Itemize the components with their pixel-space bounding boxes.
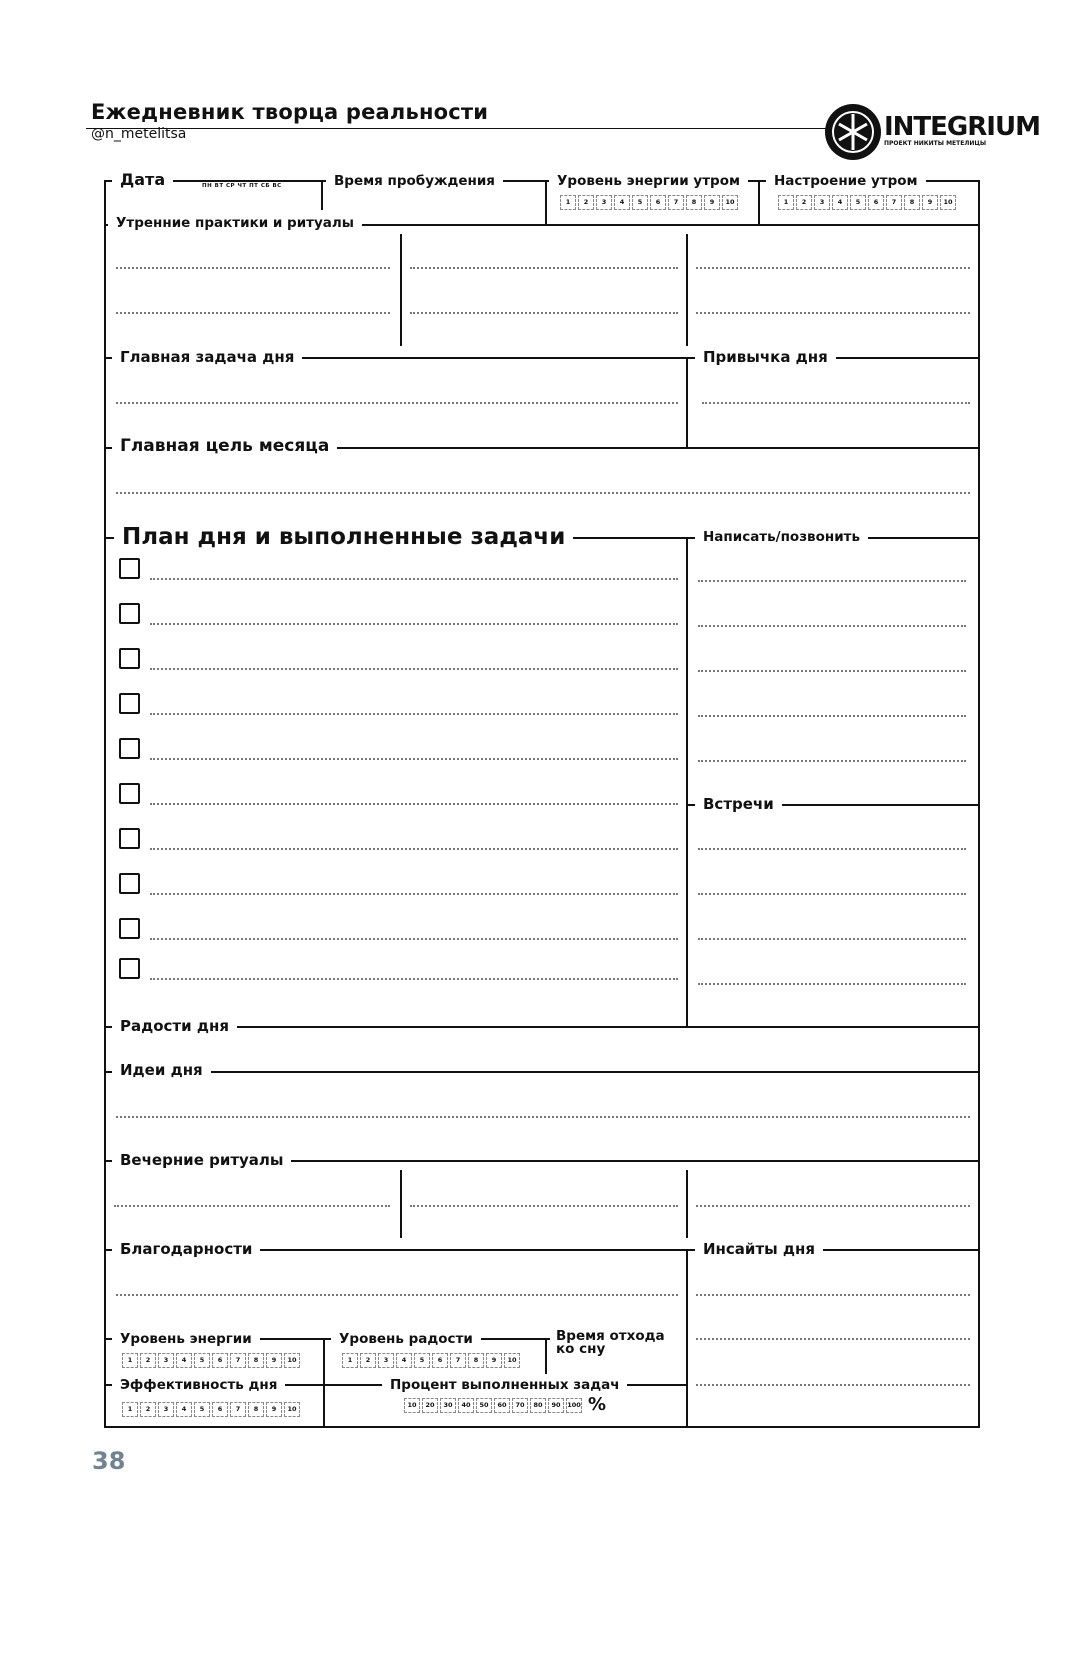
write-line[interactable]	[116, 1116, 970, 1118]
scale-cell[interactable]: 8	[248, 1353, 264, 1368]
task-line[interactable]	[150, 848, 678, 850]
divider	[686, 234, 688, 346]
header-rule	[86, 128, 836, 129]
divider	[400, 234, 402, 346]
scale-cell[interactable]: 70	[512, 1398, 528, 1413]
scale-cell[interactable]: 4	[396, 1353, 412, 1368]
energy-label: Уровень энергии	[112, 1330, 260, 1348]
write-line[interactable]	[696, 1205, 970, 1207]
task-checkbox[interactable]	[119, 958, 140, 979]
task-checkbox[interactable]	[119, 648, 140, 669]
scale-cell[interactable]: 10	[284, 1353, 300, 1368]
write-line[interactable]	[696, 312, 970, 314]
write-line[interactable]	[410, 267, 678, 269]
scale-cell[interactable]: 2	[360, 1353, 376, 1368]
task-checkbox[interactable]	[119, 738, 140, 759]
scale-cell[interactable]: 2	[578, 195, 594, 210]
plan-label: План дня и выполненные задачи	[114, 523, 573, 551]
divider	[545, 180, 547, 224]
right-write-line[interactable]	[698, 938, 966, 940]
write-line[interactable]	[116, 492, 970, 494]
scale-cell[interactable]: 5	[414, 1353, 430, 1368]
right-write-line[interactable]	[698, 848, 966, 850]
scale-cell[interactable]: 8	[468, 1353, 484, 1368]
scale-cell[interactable]: 8	[248, 1402, 264, 1417]
scale-cell[interactable]: 8	[904, 195, 920, 210]
write-line[interactable]	[116, 402, 678, 404]
divider	[321, 180, 323, 210]
page-number: 38	[92, 1447, 126, 1475]
scale-cell[interactable]: 10	[404, 1398, 420, 1413]
divider	[758, 180, 760, 224]
percent-scale[interactable]	[404, 1398, 582, 1413]
energy-scale[interactable]	[122, 1353, 300, 1368]
task-checkbox[interactable]	[119, 918, 140, 939]
scale-cell[interactable]: 10	[284, 1402, 300, 1417]
scale-cell[interactable]: 9	[266, 1353, 282, 1368]
logo	[823, 102, 883, 166]
wake-time-label: Время пробуждения	[326, 172, 503, 190]
divider	[686, 537, 688, 1027]
frame-left	[104, 180, 106, 1428]
task-line[interactable]	[150, 713, 678, 715]
write-line[interactable]	[116, 1294, 678, 1296]
morning-practices-label: Утренние практики и ритуалы	[108, 214, 362, 232]
right-write-line[interactable]	[698, 625, 966, 627]
meetings-label: Встречи	[695, 795, 782, 813]
weekday-row: ПН ВТ СР ЧТ ПТ СБ ВС	[202, 183, 282, 189]
right-write-line[interactable]	[698, 893, 966, 895]
joys-label: Радости дня	[112, 1017, 237, 1035]
task-checkbox[interactable]	[119, 873, 140, 894]
divider	[686, 357, 688, 447]
task-checkbox[interactable]	[119, 693, 140, 714]
task-line[interactable]	[150, 668, 678, 670]
ideas-label: Идеи дня	[112, 1061, 211, 1079]
scale-cell[interactable]: 100	[566, 1398, 582, 1413]
scale-cell[interactable]: 30	[440, 1398, 456, 1413]
scale-cell[interactable]: 8	[686, 195, 702, 210]
right-write-line[interactable]	[698, 580, 966, 582]
scale-cell[interactable]: 6	[432, 1353, 448, 1368]
scale-cell[interactable]: 4	[176, 1402, 192, 1417]
right-write-line[interactable]	[698, 983, 966, 985]
scale-cell[interactable]: 6	[868, 195, 884, 210]
scale-cell[interactable]: 3	[378, 1353, 394, 1368]
scale-cell[interactable]: 90	[548, 1398, 564, 1413]
write-line[interactable]	[116, 267, 390, 269]
scale-cell[interactable]: 1	[122, 1353, 138, 1368]
scale-cell[interactable]: 2	[796, 195, 812, 210]
date-label: Дата	[112, 171, 173, 189]
percent-sign: %	[588, 1394, 607, 1415]
scale-cell[interactable]: 1	[560, 195, 576, 210]
insights-label: Инсайты дня	[695, 1240, 823, 1258]
right-write-line[interactable]	[698, 715, 966, 717]
task-line[interactable]	[150, 978, 678, 980]
scale-cell[interactable]: 6	[650, 195, 666, 210]
write-line[interactable]	[702, 402, 970, 404]
divider	[323, 1338, 325, 1428]
write-line[interactable]	[696, 267, 970, 269]
divider	[545, 1338, 547, 1374]
write-line[interactable]	[116, 312, 390, 314]
efficiency-scale[interactable]	[122, 1402, 300, 1417]
scale-cell[interactable]: 3	[158, 1402, 174, 1417]
task-checkbox[interactable]	[119, 558, 140, 579]
write-line[interactable]	[114, 1205, 390, 1207]
task-checkbox[interactable]	[119, 828, 140, 849]
gratitude-label: Благодарности	[112, 1240, 260, 1258]
logo-subtitle: ПРОЕКТ НИКИТЫ МЕТЕЛИЦЫ	[884, 140, 987, 147]
right-write-line[interactable]	[698, 670, 966, 672]
write-line[interactable]	[410, 1205, 678, 1207]
contact-label: Написать/позвонить	[695, 528, 868, 546]
write-line[interactable]	[410, 312, 678, 314]
scale-cell[interactable]: 50	[476, 1398, 492, 1413]
scale-cell[interactable]: 2	[140, 1402, 156, 1417]
scale-cell[interactable]: 3	[158, 1353, 174, 1368]
scale-cell[interactable]: 2	[140, 1353, 156, 1368]
scale-cell[interactable]: 6	[212, 1402, 228, 1417]
scale-cell[interactable]: 1	[122, 1402, 138, 1417]
scale-cell[interactable]: 9	[266, 1402, 282, 1417]
task-checkbox[interactable]	[119, 783, 140, 804]
scale-cell[interactable]: 10	[940, 195, 956, 210]
habit-label: Привычка дня	[695, 348, 836, 366]
scale-cell[interactable]: 7	[230, 1402, 246, 1417]
rule	[104, 1071, 980, 1073]
divider	[400, 1170, 402, 1238]
scale-cell[interactable]: 7	[886, 195, 902, 210]
right-write-line[interactable]	[698, 760, 966, 762]
scale-cell[interactable]: 4	[832, 195, 848, 210]
task-checkbox[interactable]	[119, 603, 140, 624]
mood-morning-scale[interactable]	[778, 195, 956, 210]
scale-cell[interactable]: 7	[450, 1353, 466, 1368]
energy-morning-label: Уровень энергии утром	[549, 172, 748, 190]
frame-bottom	[104, 1426, 980, 1428]
divider	[686, 1170, 688, 1238]
scale-cell[interactable]: 6	[212, 1353, 228, 1368]
scale-cell[interactable]: 10	[504, 1353, 520, 1368]
efficiency-label: Эффективность дня	[112, 1376, 285, 1394]
mood-morning-label: Настроение утром	[766, 172, 926, 190]
joy-level-scale[interactable]	[342, 1353, 520, 1368]
task-line[interactable]	[150, 758, 678, 760]
logo-emblem-icon	[823, 102, 883, 162]
scale-cell[interactable]: 40	[458, 1398, 474, 1413]
divider	[686, 1249, 688, 1427]
scale-cell[interactable]: 7	[668, 195, 684, 210]
task-line[interactable]	[150, 893, 678, 895]
scale-cell[interactable]: 5	[194, 1353, 210, 1368]
write-line[interactable]	[696, 1338, 970, 1340]
scale-cell[interactable]: 1	[342, 1353, 358, 1368]
month-goal-label: Главная цель месяца	[112, 437, 337, 455]
scale-cell[interactable]: 3	[814, 195, 830, 210]
scale-cell[interactable]: 5	[194, 1402, 210, 1417]
instagram-handle: @n_metelitsa	[91, 126, 187, 142]
joy-level-label: Уровень радости	[331, 1330, 481, 1348]
scale-cell[interactable]: 9	[922, 195, 938, 210]
task-line[interactable]	[150, 623, 678, 625]
percent-done-label: Процент выполненных задач	[382, 1376, 627, 1394]
logo-text: INTEGRIUM	[884, 112, 1040, 142]
energy-morning-scale[interactable]	[560, 195, 738, 210]
sleep-time-label: Время отхода ко сну	[550, 1330, 682, 1356]
page-title: Ежедневник творца реальности	[91, 100, 489, 124]
scale-cell[interactable]: 7	[230, 1353, 246, 1368]
task-line[interactable]	[150, 578, 678, 580]
scale-cell[interactable]: 60	[494, 1398, 510, 1413]
scale-cell[interactable]: 1	[778, 195, 794, 210]
task-line[interactable]	[150, 803, 678, 805]
scale-cell[interactable]: 9	[486, 1353, 502, 1368]
write-line[interactable]	[696, 1384, 970, 1386]
scale-cell[interactable]: 3	[596, 195, 612, 210]
scale-cell[interactable]: 80	[530, 1398, 546, 1413]
scale-cell[interactable]: 10	[722, 195, 738, 210]
task-line[interactable]	[150, 938, 678, 940]
scale-cell[interactable]: 4	[176, 1353, 192, 1368]
scale-cell[interactable]: 9	[704, 195, 720, 210]
scale-cell[interactable]: 4	[614, 195, 630, 210]
main-task-label: Главная задача дня	[112, 348, 302, 366]
scale-cell[interactable]: 20	[422, 1398, 438, 1413]
evening-rituals-label: Вечерние ритуалы	[112, 1151, 291, 1169]
write-line[interactable]	[696, 1294, 970, 1296]
scale-cell[interactable]: 5	[632, 195, 648, 210]
scale-cell[interactable]: 5	[850, 195, 866, 210]
